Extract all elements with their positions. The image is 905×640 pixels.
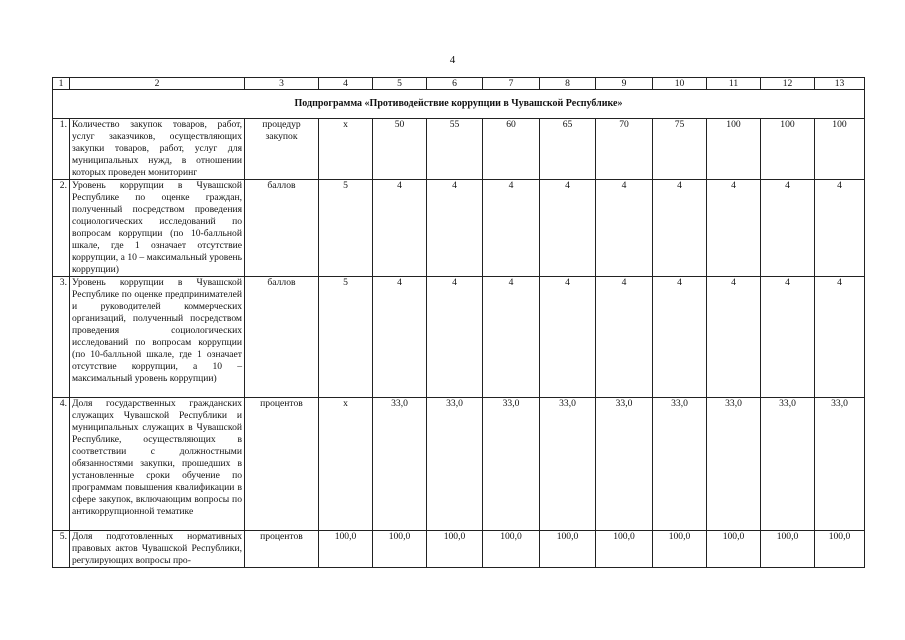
row-number: 2.: [53, 180, 70, 277]
indicator-description: Доля государственных гражданских служащих Чувашской Республики и муниципальных служащих в Чувашской Республике, осуществляющих в соответствии с должностными обязанностями закупки, прошедших в установленные сроки обучение по программам повышения квалификации в сфере закупок, включающим вопросы по антикоррупционной тематике: [70, 398, 245, 531]
value-cell: 100: [761, 119, 815, 180]
indicators-table: [52, 77, 865, 568]
value-cell: 4: [427, 180, 483, 277]
value-cell: 5: [319, 277, 373, 398]
value-cell: 33,0: [427, 398, 483, 531]
value-cell: 33,0: [540, 398, 596, 531]
value-cell: 33,0: [815, 398, 865, 531]
value-cell: 4: [483, 180, 540, 277]
value-cell: 100,0: [653, 531, 707, 568]
value-cell: 4: [707, 277, 761, 398]
value-cell: 33,0: [761, 398, 815, 531]
value-cell: 100,0: [815, 531, 865, 568]
value-cell: 4: [761, 180, 815, 277]
column-number: 13: [815, 78, 865, 90]
value-cell: 100,0: [483, 531, 540, 568]
column-number: 8: [540, 78, 596, 90]
value-cell: 100,0: [707, 531, 761, 568]
unit-cell: баллов: [245, 180, 319, 277]
column-number: 5: [373, 78, 427, 90]
value-cell: 4: [596, 277, 653, 398]
table-row: [53, 119, 865, 180]
value-cell: 33,0: [483, 398, 540, 531]
row-number: 3.: [53, 277, 70, 398]
value-cell: 33,0: [707, 398, 761, 531]
column-number: 4: [319, 78, 373, 90]
column-number: 11: [707, 78, 761, 90]
value-cell: 60: [483, 119, 540, 180]
column-number: 12: [761, 78, 815, 90]
value-cell: 100,0: [373, 531, 427, 568]
row-number: 4.: [53, 398, 70, 531]
value-cell: 4: [653, 277, 707, 398]
column-number: 7: [483, 78, 540, 90]
value-cell: 33,0: [653, 398, 707, 531]
column-number-row: [53, 78, 865, 90]
value-cell: 4: [373, 277, 427, 398]
indicator-description: Доля подготовленных нормативных правовых актов Чувашской Республики, регулирующих вопросы про-: [70, 531, 245, 568]
value-cell: х: [319, 398, 373, 531]
value-cell: 4: [761, 277, 815, 398]
value-cell: 4: [427, 277, 483, 398]
column-number: 1: [53, 78, 70, 90]
section-title: Подпрограмма «Противодействие коррупции в Чувашской Республике»: [53, 90, 865, 119]
column-number: 3: [245, 78, 319, 90]
section-header-row: [53, 90, 865, 119]
value-cell: 4: [596, 180, 653, 277]
page-number: 4: [449, 54, 456, 66]
value-cell: 65: [540, 119, 596, 180]
value-cell: 5: [319, 180, 373, 277]
value-cell: 100,0: [319, 531, 373, 568]
value-cell: 4: [483, 277, 540, 398]
unit-cell: процедур закупок: [245, 119, 319, 180]
value-cell: 70: [596, 119, 653, 180]
unit-cell: баллов: [245, 277, 319, 398]
value-cell: 4: [653, 180, 707, 277]
indicator-description: Количество закупок товаров, работ, услуг заказчиков, осуществляющих закупки товаров, работ, услуг для муниципальных нужд, в отношении которых проведен мониторинг: [70, 119, 245, 180]
row-number: 1.: [53, 119, 70, 180]
value-cell: 4: [540, 277, 596, 398]
value-cell: 55: [427, 119, 483, 180]
value-cell: 100,0: [540, 531, 596, 568]
value-cell: 75: [653, 119, 707, 180]
row-number: 5.: [53, 531, 70, 568]
table-row: [53, 180, 865, 277]
indicator-description: Уровень коррупции в Чувашской Республике по оценке граждан, полученный посредством проведения социологических исследований по вопросам коррупции (по 10-балльной шкале, где 1 означает отсутствие коррупции, а 10 – максимальный уровень коррупции): [70, 180, 245, 277]
value-cell: 100,0: [427, 531, 483, 568]
column-number: 9: [596, 78, 653, 90]
indicator-description: Уровень коррупции в Чувашской Республике по оценке предпринимателей и руководителей коммерческих организаций, полученный посредством проведения социологических исследований по вопросам коррупции (по 10-балльной шкале, где 1 означает отсутствие коррупции, а 10 – максимальный уровень коррупции): [70, 277, 245, 398]
value-cell: 50: [373, 119, 427, 180]
value-cell: 100: [815, 119, 865, 180]
column-number: 6: [427, 78, 483, 90]
table-row: [53, 277, 865, 398]
value-cell: 4: [707, 180, 761, 277]
value-cell: 33,0: [373, 398, 427, 531]
value-cell: 4: [540, 180, 596, 277]
value-cell: 4: [815, 180, 865, 277]
value-cell: 100,0: [761, 531, 815, 568]
value-cell: 4: [815, 277, 865, 398]
unit-cell: процентов: [245, 398, 319, 531]
value-cell: 33,0: [596, 398, 653, 531]
table-row: [53, 531, 865, 568]
column-number: 2: [70, 78, 245, 90]
value-cell: 4: [373, 180, 427, 277]
value-cell: 100,0: [596, 531, 653, 568]
column-number: 10: [653, 78, 707, 90]
unit-cell: процентов: [245, 531, 319, 568]
value-cell: х: [319, 119, 373, 180]
table-row: [53, 398, 865, 531]
value-cell: 100: [707, 119, 761, 180]
